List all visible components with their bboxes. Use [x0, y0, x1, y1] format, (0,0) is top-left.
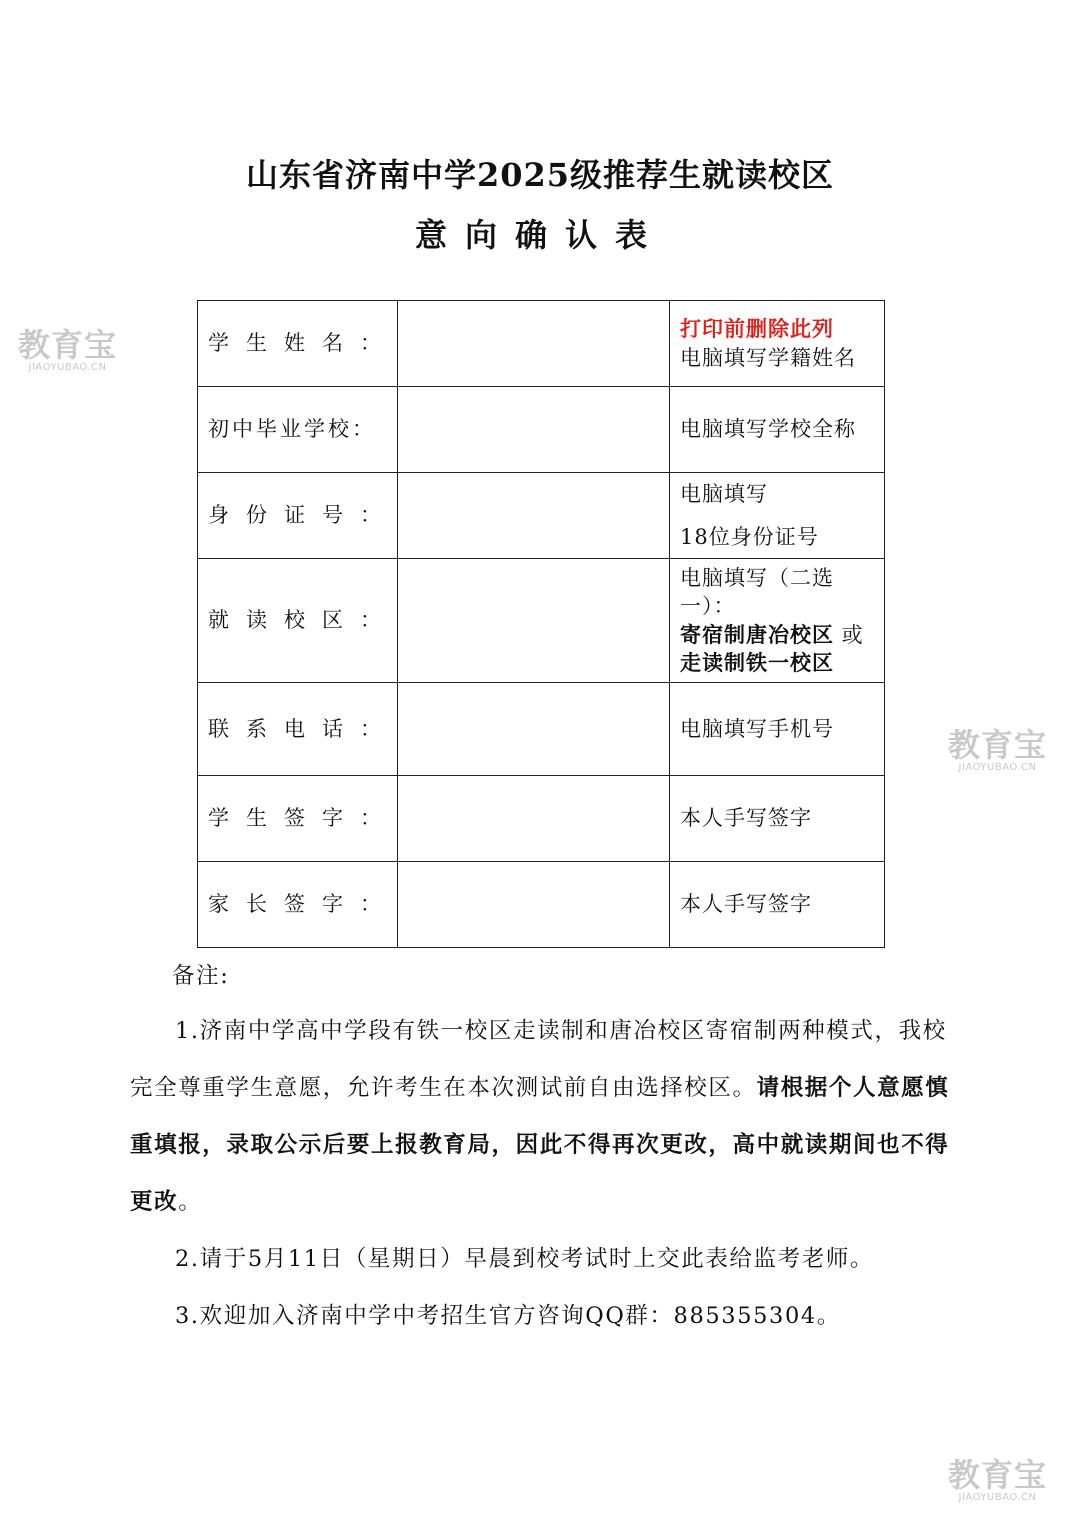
row-label-id-number: 身份证号： — [198, 473, 398, 559]
table-row — [198, 473, 885, 559]
document-title: 山东省济南中学2025级推荐生就读校区 — [245, 156, 835, 194]
parent-signature-field[interactable] — [398, 862, 670, 948]
note-text: 电脑填写手机号 — [670, 683, 885, 776]
phone-field[interactable] — [398, 683, 670, 776]
row-label-student-signature: 学生签字： — [198, 776, 398, 862]
or-text: 或 — [834, 622, 864, 647]
delete-column-warning: 打印前删除此列 — [680, 316, 834, 342]
row-label-campus: 就读校区： — [198, 559, 398, 683]
junior-school-field[interactable] — [398, 387, 670, 473]
remark-item-1 — [130, 1003, 952, 1231]
note-text: 电脑填写（二选一）： — [680, 565, 834, 619]
note-text: 电脑填写 — [680, 482, 768, 507]
note-text: 18位身份证号 — [680, 524, 819, 549]
row-label-phone: 联系电话： — [198, 683, 398, 776]
row-note — [670, 559, 885, 683]
remark-item-2: 2.请于5月11日（星期日）早晨到校考试时上交此表给监考老师。 — [175, 1246, 875, 1272]
note-text: 电脑填写学校全称 — [670, 387, 885, 473]
note-text: 本人手写签字 — [670, 862, 885, 948]
remarks-heading: 备注: — [172, 963, 230, 989]
id-number-field[interactable] — [398, 473, 670, 559]
remark-text: 1.济南中学高中学段有铁一校区走读制和唐冶校区寄宿制两种模式，我校完全尊重学生意愿，允许考生在本次测试前自由选择校区。 — [130, 1018, 947, 1101]
table-row — [198, 559, 885, 683]
table-row — [198, 776, 885, 862]
row-label-parent-signature: 家长签字： — [198, 862, 398, 948]
row-note — [670, 473, 885, 559]
remark-text: 。 — [178, 1189, 203, 1215]
confirmation-form-table — [197, 300, 885, 948]
note-text: 电脑填写学籍姓名 — [680, 345, 856, 370]
table-row — [198, 683, 885, 776]
table-row — [198, 862, 885, 948]
watermark-logo: 教育宝 JIAOYUBAO.CN — [18, 326, 118, 373]
remark-emphasis: 请根据个人意愿慎重填报，录取公示后要上报教育局，因此不得再次更改，高中就读期间也不得更改 — [130, 1075, 950, 1215]
campus-option-boarding: 寄宿制唐冶校区 — [680, 621, 834, 647]
table-row — [198, 387, 885, 473]
student-signature-field[interactable] — [398, 776, 670, 862]
document-subtitle: 意向确认表 — [414, 216, 665, 254]
table-row — [198, 301, 885, 387]
campus-option-line — [680, 621, 874, 649]
remarks-body — [130, 1003, 952, 1345]
campus-option-day: 走读制铁一校区 — [680, 649, 834, 675]
row-label-junior-school: 初中毕业学校： — [198, 387, 398, 473]
note-text: 本人手写签字 — [670, 776, 885, 862]
remark-item-3: 3.欢迎加入济南中学中考招生官方咨询QQ群：885355304。 — [175, 1303, 841, 1329]
campus-field[interactable] — [398, 559, 670, 683]
watermark-logo: 教育宝 JIAOYUBAO.CN — [948, 1456, 1048, 1503]
row-note — [670, 301, 885, 387]
student-name-field[interactable] — [398, 301, 670, 387]
row-label-student-name: 学生姓名： — [198, 301, 398, 387]
watermark-logo: 教育宝 JIAOYUBAO.CN — [948, 726, 1048, 773]
